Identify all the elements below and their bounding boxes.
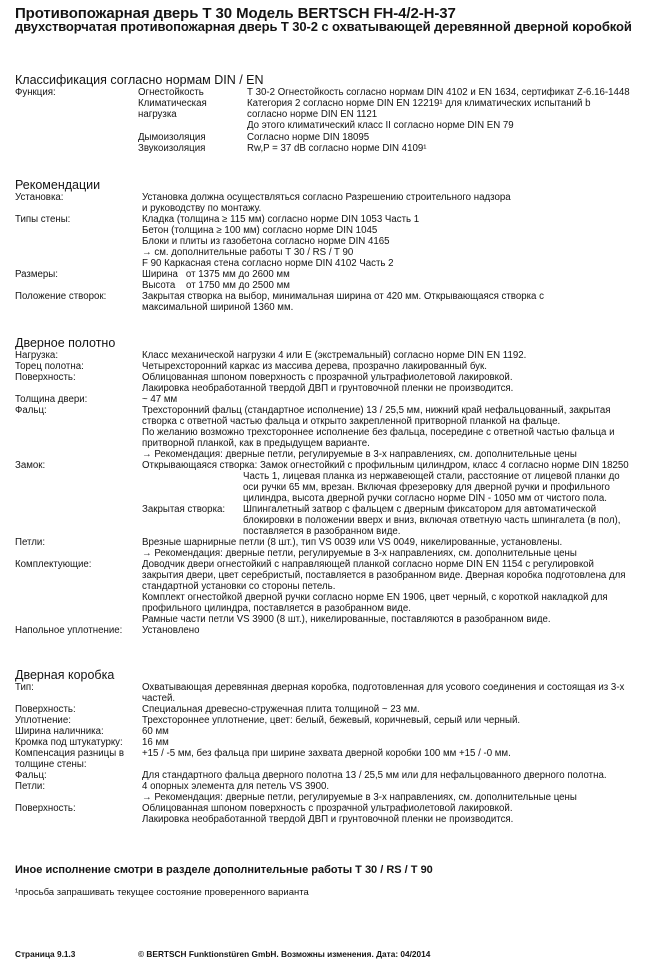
value-line: +15 / -5 мм, без фальца при ширине захвата дверной коробки 100 мм +15 / -0 мм. [142,747,511,759]
sublabel-line: Климатическая [138,97,207,109]
item-sublabel [138,87,247,98]
value-line: блокировки в положении вверх и вниз, включая ответную часть шпингалета (в пол), [243,514,621,526]
section-door-frame [0,668,650,825]
value-line: Облицованная шпоном поверхность с прозрачной ультрафиолетовой лакировкой. [142,802,513,814]
value-line: Блоки и плиты из газобетона согласно норме DIN 4165 [142,235,390,247]
row-value [142,405,650,460]
spec-row-accessories [0,559,650,625]
row-value [142,214,650,269]
label-line: Поверхность: [15,802,76,814]
row-label: Поверхность: [15,371,76,383]
spec-row-floor-seal [0,625,650,636]
value-line: Открывающаяся створка: Замок огнестойкий с профильным цилиндром, класс 4 согласно норме DIN 18250 [142,459,629,471]
spec-row-load [0,350,650,361]
section-door-leaf [0,336,650,636]
item-value [247,98,650,131]
nested-sublabel: Закрытая створка: [142,503,226,515]
row-label [0,781,142,803]
row-value [142,726,650,737]
value-line: поставляется в разобранном виде. [243,525,401,537]
spec-row-seal [0,715,650,726]
value-line: → Рекомендация: дверные петли, регулируемые в 3-х направлениях, см. дополнительные цены [142,791,577,803]
row-value [142,715,650,726]
classification-row [0,87,650,154]
value-line: Комплект огнестойкой дверной ручки согласно норме EN 1906, цвет черный, с короткой накладкой для [142,591,608,603]
value-line: Доводчик двери огнестойкий с направляющей планкой согласно норме DIN EN 1154 с регулировкой [142,558,594,570]
value-line: Шпингалетный затвор с фальцем с дверным фиксатором для автоматической [243,503,597,515]
value-line: цилиндра, высота дверной ручки согласно норме DIN - 1050 мм от чистого пола. [243,492,607,504]
value-line: створка с ответной частью фальца и открыто закрепленной притворной планкой на фальце. [142,415,561,427]
spec-row-type [0,682,650,704]
item-value [247,132,650,143]
value-line: оси ручки 65 мм, врезан. Включая фрезеровку для дверной ручки и профильного [243,481,610,493]
row-value [142,269,650,291]
value-line: До этого климатический класс II согласно норме DIN EN 79 [247,119,514,131]
row-value [142,361,650,372]
nested-value [243,471,650,504]
value-line: Для стандартного фальца дверного полотна 13 / 25,5 мм или для нефальцованного дверного полотна. [142,769,607,781]
label-line: Компенсация разницы в [15,747,125,759]
value-line: F 90 Каркасная стена согласно норме DIN 4102 Часть 2 [142,257,394,269]
row-label: Положение створок: [15,290,107,302]
spec-row-leaf-position [0,291,650,313]
sublabel-line: Звукоизоляция [138,142,206,154]
row-value [142,737,650,748]
value-line: Лакировка необработанной твердой ДВП и грунтовочной пленки не производится. [142,382,514,394]
row-value [142,625,650,636]
section-heading: Классификация согласно нормам DIN / EN [15,72,264,87]
row-label [0,726,142,737]
document-title: Противопожарная дверь Т 30 Модель BERTSCH FH-4/2-H-37 [15,5,456,22]
value-line: По желанию возможно трехстороннее исполнение без фальца, посередине с ответной частью фальца и [142,426,615,438]
value-line: Четырехсторонний каркас из массива дерева, прозрачно лакированный бук. [142,360,487,372]
value-line: → Рекомендация: дверные петли, регулируемые в 3-х направлениях, см. дополнительные цены [142,448,577,460]
document-subtitle: двухстворчатая противопожарная дверь Т 30-2 с охватывающей деревянной дверной коробкой [15,19,632,34]
row-label: Установка: [15,191,64,203]
item-sublabel [138,143,247,154]
row-value [142,394,650,405]
spec-row-wall-compensation [0,748,650,770]
row-value [142,704,650,715]
value-line: частей. [142,692,176,704]
label-line: Поверхность: [15,703,76,715]
value-line: Кладка (толщина ≥ 115 мм) согласно норме DIN 1053 Часть 1 [142,213,420,225]
value-line: Ширина от 1375 мм до 2600 мм [142,268,290,280]
value-line: Бетон (толщина ≥ 100 мм) согласно норме DIN 1045 [142,224,378,236]
spec-row-lock [0,460,650,537]
item-value [247,87,650,98]
value-line: Категория 2 согласно норме DIN EN 12219¹ для климатических испытаний b [247,97,591,109]
value-line: Специальная древесно-стружечная плита толщиной ~ 23 мм. [142,703,420,715]
value-line: Установлено [142,624,200,636]
lock-nested-row [142,471,650,504]
spec-row-installation [0,192,650,214]
value-line: Установка должна осуществляться согласно Разрешению строительного надзора [142,191,511,203]
item-value [247,143,650,154]
label-line: Кромка под штукатурку: [15,736,123,748]
value-line: максимальной шириной 1360 мм. [142,301,294,313]
nested-sublabel [142,471,243,504]
spec-row-surface [0,372,650,394]
value-line: и руководству по монтажу. [142,202,262,214]
value-line: профильного цилиндра, поставляется в разобранном виде. [142,602,411,614]
value-line: → см. дополнительные работы Т 30 / RS / T 90 [142,246,354,258]
row-value [142,559,650,625]
value-line: Трехсторонний фальц (стандартное исполнение) 13 / 25,5 мм, нижний край нефальцованный, закрытая [142,404,611,416]
row-value [142,781,650,803]
section-recommendations [0,178,650,313]
label-line: Уплотнение: [15,714,71,726]
row-label [0,770,142,781]
label-line: Ширина наличника: [15,725,104,737]
spec-row-thickness [0,394,650,405]
row-label: Нагрузка: [15,349,59,361]
row-label [0,748,142,770]
section-heading: Дверная коробка [15,667,115,682]
sublabel-line: нагрузка [138,108,177,120]
row-label: Толщина двери: [15,393,88,405]
other-versions-note: Иное исполнение смотри в разделе дополнительные работы Т 30 / RS / T 90 [15,864,433,876]
value-line: Высота от 1750 мм до 2500 мм [142,279,290,291]
sublabel-line: Огнестойкость [138,86,204,98]
section-heading: Дверное полотно [15,335,116,350]
row-value [142,460,650,537]
row-label [0,737,142,748]
value-line: Врезные шарнирные петли (8 шт.), тип VS 0039 или VS 0049, никелированные, установлены. [142,536,563,548]
row-label: Комплектующие: [15,558,92,570]
value-line: ~ 47 мм [142,393,178,405]
value-line: Закрытая створка на выбор, минимальная ширина от 420 мм. Открывающаяся створка с [142,290,544,302]
value-line: Лакировка необработанной твердой ДВП и грунтовочной пленки не производится. [142,813,514,825]
classification-item [138,87,650,98]
classification-item [138,98,650,131]
section-classification [0,73,650,154]
row-label: Напольное уплотнение: [15,624,123,636]
nested-value [243,504,650,537]
classification-item [138,132,650,143]
row-value [142,350,650,361]
spec-row-surface [0,704,650,715]
classification-items [138,87,650,154]
spec-row-hinges [0,537,650,559]
spec-row-hinges [0,781,650,803]
spec-row-architrave-width [0,726,650,737]
value-line: Трехстороннее уплотнение, цвет: белый, бежевый, коричневый, серый или черный. [142,714,521,726]
value-line: Rw,P = 37 dB согласно норме DIN 4109¹ [247,142,427,154]
value-line: закрытия двери, цвет серебристый, поставляется в разобранном виде. Дверная коробка подготовлена для [142,569,626,581]
classification-item [138,143,650,154]
row-value [142,537,650,559]
value-line: Охватывающая деревянная дверная коробка, подготовленная для усового соединения и состоящая из 3-х [142,681,625,693]
copyright: © BERTSCH Funktionstüren GmbH. Возможны изменения. Дата: 04/2014 [138,949,431,959]
row-label: Петли: [15,536,46,548]
item-sublabel [138,132,247,143]
value-line: стандартной установки со стороны петель. [142,580,336,592]
section-heading: Рекомендации [15,177,101,192]
label-line: Фальц: [15,769,47,781]
spec-row-surface-finish [0,803,650,825]
label-line: Тип: [15,681,34,693]
row-label: Замок: [15,459,46,471]
spec-row-wall-types [0,214,650,269]
row-label: Типы стены: [15,213,71,225]
footnote: ¹просьба запрашивать текущее состояние проверенного варианта [15,887,309,898]
value-line: согласно норме DIN EN 1121 [247,108,378,120]
label-line: толщине стены: [15,758,87,770]
spec-row-dimensions [0,269,650,291]
row-value [142,803,650,825]
item-sublabel [138,98,247,131]
row-label [0,682,142,704]
spec-row-rebate [0,770,650,781]
row-value [142,770,650,781]
row-value [142,748,650,770]
page-number: Страница 9.1.3 [15,949,76,959]
spec-row-plaster-edge [0,737,650,748]
label-line: Петли: [15,780,46,792]
value-line: Рамные части петли VS 3900 (8 шт.), никелированные, поставляются в разобранном виде. [142,613,551,625]
value-line: Согласно норме DIN 18095 [247,131,370,143]
row-label: Торец полотна: [15,360,84,372]
value-line: Т 30-2 Огнестойкость согласно нормам DIN 4102 и EN 1634, сертификат Z-6.16-1448 [247,86,630,98]
value-line: притворной планкой, как в предыдущем варианте. [142,437,370,449]
value-line: Облицованная шпоном поверхность с прозрачной ультрафиолетовой лакировкой. [142,371,513,383]
sublabel-line: Дымоизоляция [138,131,206,143]
value-line: → Рекомендация: дверные петли, регулируемые в 3-х направлениях, см. дополнительные цены [142,547,577,559]
row-label: Фальц: [15,404,47,416]
row-value [142,682,650,704]
row-value [142,372,650,394]
value-line: Класс механической нагрузки 4 или E (экстремальный) согласно норме DIN EN 1192. [142,349,527,361]
value-line: 60 мм [142,725,169,737]
row-label [0,704,142,715]
row-label: Функция: [15,86,56,98]
value-line: 16 мм [142,736,169,748]
spec-row-leaf-edge [0,361,650,372]
value-line: Часть 1, лицевая планка из нержавеющей стали, расстояние от лицевой планки до [243,470,620,482]
row-value [142,291,650,313]
row-label [0,715,142,726]
row-label [0,803,142,825]
spec-row-rebate [0,405,650,460]
value-line: 4 опорных элемента для петель VS 3900. [142,780,330,792]
row-label: Размеры: [15,268,58,280]
row-value [142,192,650,214]
lock-nested-row-fixed-leaf [142,504,650,537]
